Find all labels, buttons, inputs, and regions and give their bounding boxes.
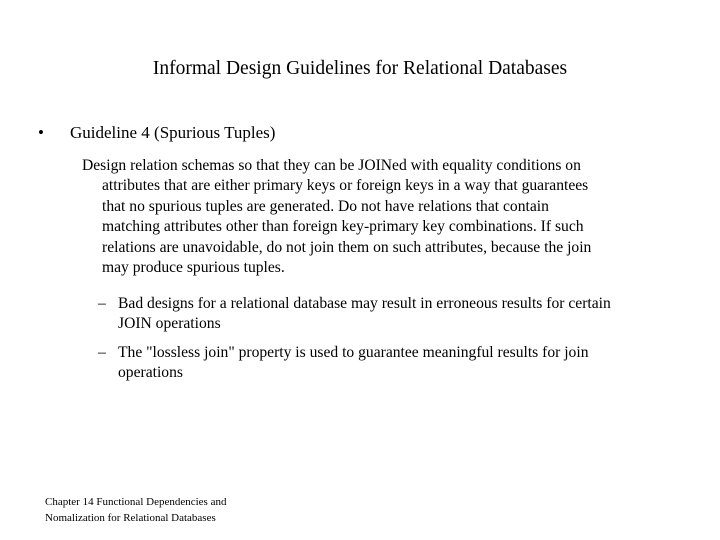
dash-marker: –	[98, 295, 106, 312]
description-line: matching attributes other than foreign key-primary key combinations. If such	[102, 218, 584, 236]
description-line: Design relation schemas so that they can be JOINed with equality conditions on	[82, 157, 581, 174]
bullet-heading: Guideline 4 (Spurious Tuples)	[70, 123, 276, 142]
sub-bullet-line: The "lossless join" property is used to guarantee meaningful results for join	[118, 344, 589, 361]
bullet-marker: •	[38, 123, 44, 142]
sub-bullet-bad-designs	[100, 294, 611, 335]
description-line: attributes that are either primary keys or foreign keys in a way that guarantees	[102, 177, 589, 195]
footer-line: Nomalization for Relational Databases	[45, 512, 216, 524]
description-line: relations are unavoidable, do not join them on such attributes, because the join	[102, 238, 592, 256]
slide-footer	[45, 494, 226, 526]
bullet-item-guideline-4	[38, 122, 275, 144]
sub-bullet-line: Bad designs for a relational database may result in erroneous results for certain	[118, 295, 611, 312]
description-line: may produce spurious tuples.	[102, 259, 285, 277]
footer-line: Chapter 14 Functional Dependencies and	[45, 496, 227, 508]
sub-bullet-line: operations	[118, 364, 183, 382]
sub-bullet-lossless-join	[100, 343, 589, 384]
slide-title: Informal Design Guidelines for Relational Databases	[152, 58, 568, 79]
dash-marker: –	[98, 344, 106, 361]
guideline-description	[82, 156, 682, 278]
sub-bullet-line: JOIN operations	[118, 315, 221, 333]
description-line: that no spurious tuples are generated. Do not have relations that contain	[102, 197, 549, 215]
